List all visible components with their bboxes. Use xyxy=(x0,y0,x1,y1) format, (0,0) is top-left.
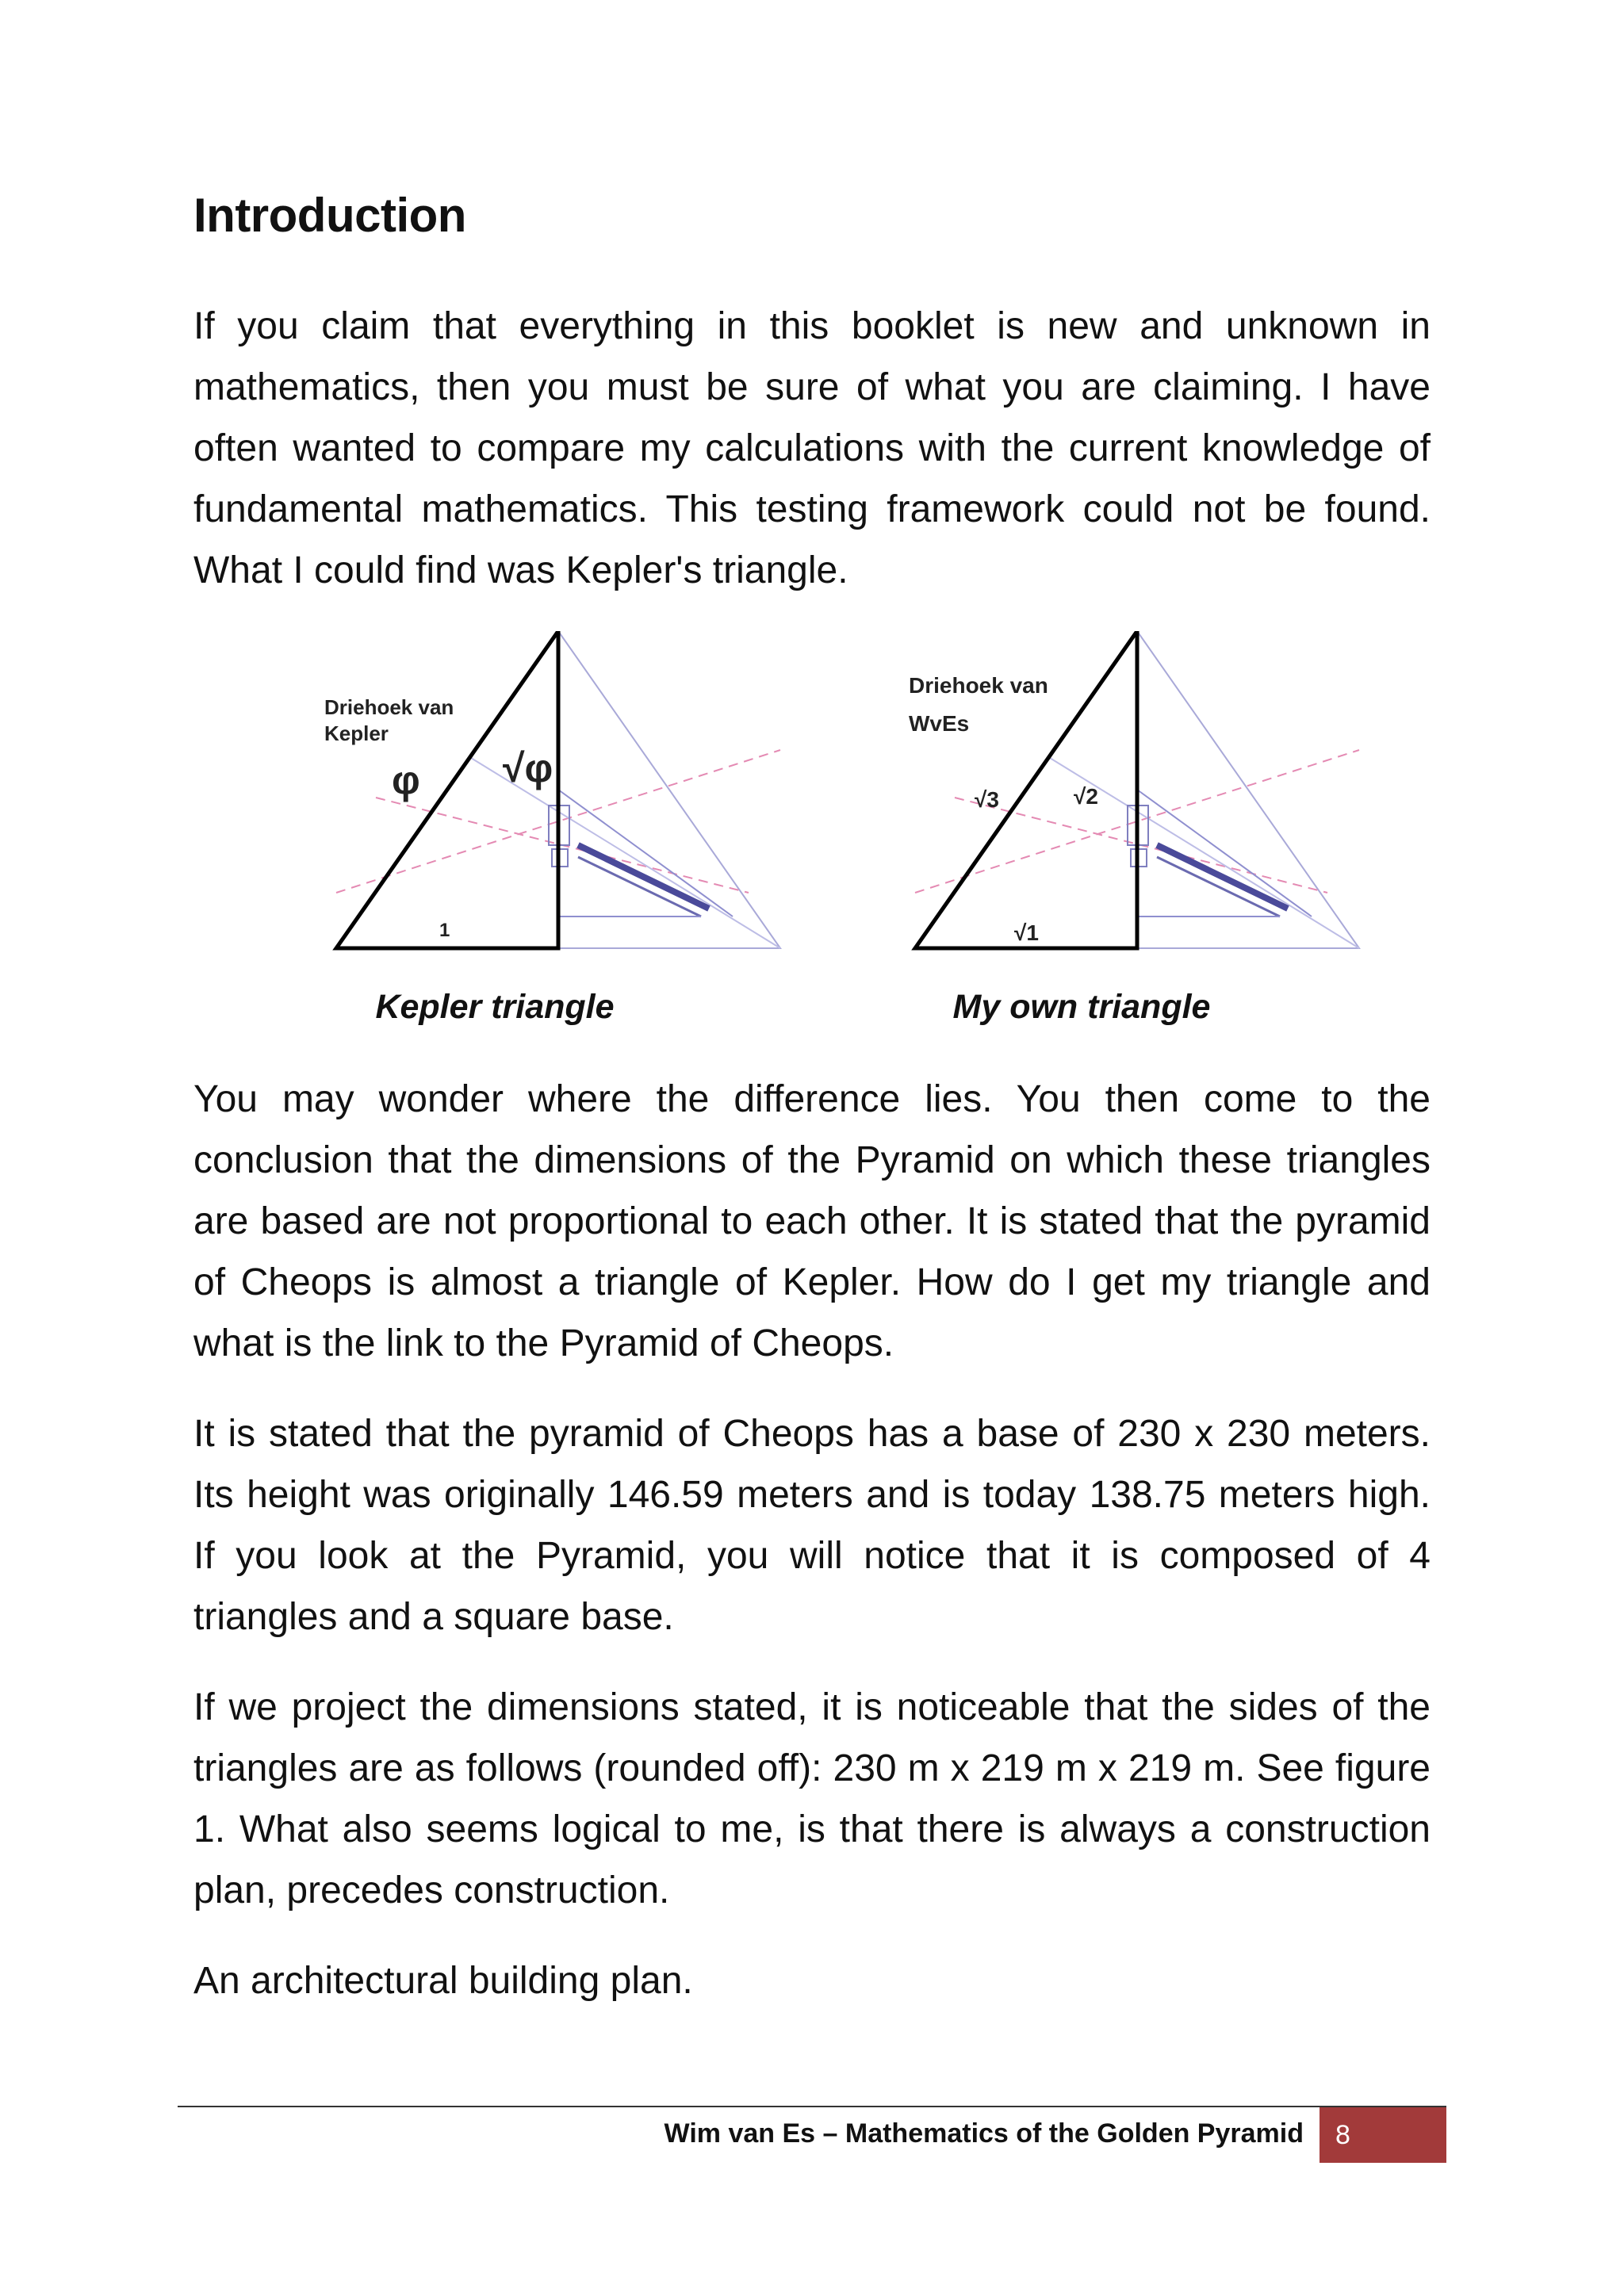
own-triangle-diagram xyxy=(836,631,1407,964)
kepler-title-line1: Driehoek van xyxy=(324,695,454,719)
kepler-base-label: 1 xyxy=(439,920,450,941)
own-title-line2: WvEs xyxy=(909,711,970,736)
paragraph-5: An architectural building plan. xyxy=(193,1960,693,2002)
own-base-label: √1 xyxy=(1014,920,1039,945)
footer-title: Wim van Es – Mathematics of the Golden Pyramid xyxy=(664,2118,1304,2149)
page-heading: Introduction xyxy=(193,189,466,242)
own-triangle-figure xyxy=(836,631,1407,964)
kepler-caption: Kepler triangle xyxy=(375,988,615,1026)
own-height-label: √2 xyxy=(1074,784,1098,809)
kepler-title-line2: Kepler xyxy=(324,721,389,745)
footer-divider xyxy=(178,2106,1446,2107)
page-content xyxy=(193,187,1431,2002)
page-number-badge: 8 xyxy=(1320,2107,1446,2163)
paragraph-2: You may wonder where the difference lies. You then come to the conclusion that the dimensions of the Pyramid on which these triangles are based are not proportional to each other. It is stated that the pyramid of Cheops is almost a triangle of Kepler. How do I get my triangle and what is the link to the Pyramid of Cheops. xyxy=(193,1078,1431,1364)
own-title-line1: Driehoek van xyxy=(909,673,1048,698)
kepler-triangle-diagram xyxy=(257,631,812,964)
kepler-hypotenuse-label: φ xyxy=(392,758,420,802)
own-caption: My own triangle xyxy=(952,988,1211,1026)
paragraph-4: If we project the dimensions stated, it is noticeable that the sides of the triangles are as follows (rounded off): 230 m x 219 m x 219 m. See figure 1. What also seems logical to me, is that there is always a construction plan, precedes construction. xyxy=(193,1686,1431,1911)
kepler-height-label: √φ xyxy=(503,746,553,790)
own-hypotenuse-label: √3 xyxy=(975,787,999,812)
kepler-triangle-figure xyxy=(257,631,812,964)
paragraph-1: If you claim that everything in this booklet is new and unknown in mathematics, then you must be sure of what you are claiming. I have often wanted to compare my calculations with the current knowledge of fundamental mathematics. This testing framework could not be found. What I could find was Kepler's triangle. xyxy=(193,305,1431,591)
paragraph-3: It is stated that the pyramid of Cheops has a base of 230 x 230 meters. Its height was originally 146.59 meters and is today 138.75 meters high. If you look at the Pyramid, you will notice that it is composed of 4 triangles and a square base. xyxy=(193,1413,1431,1638)
